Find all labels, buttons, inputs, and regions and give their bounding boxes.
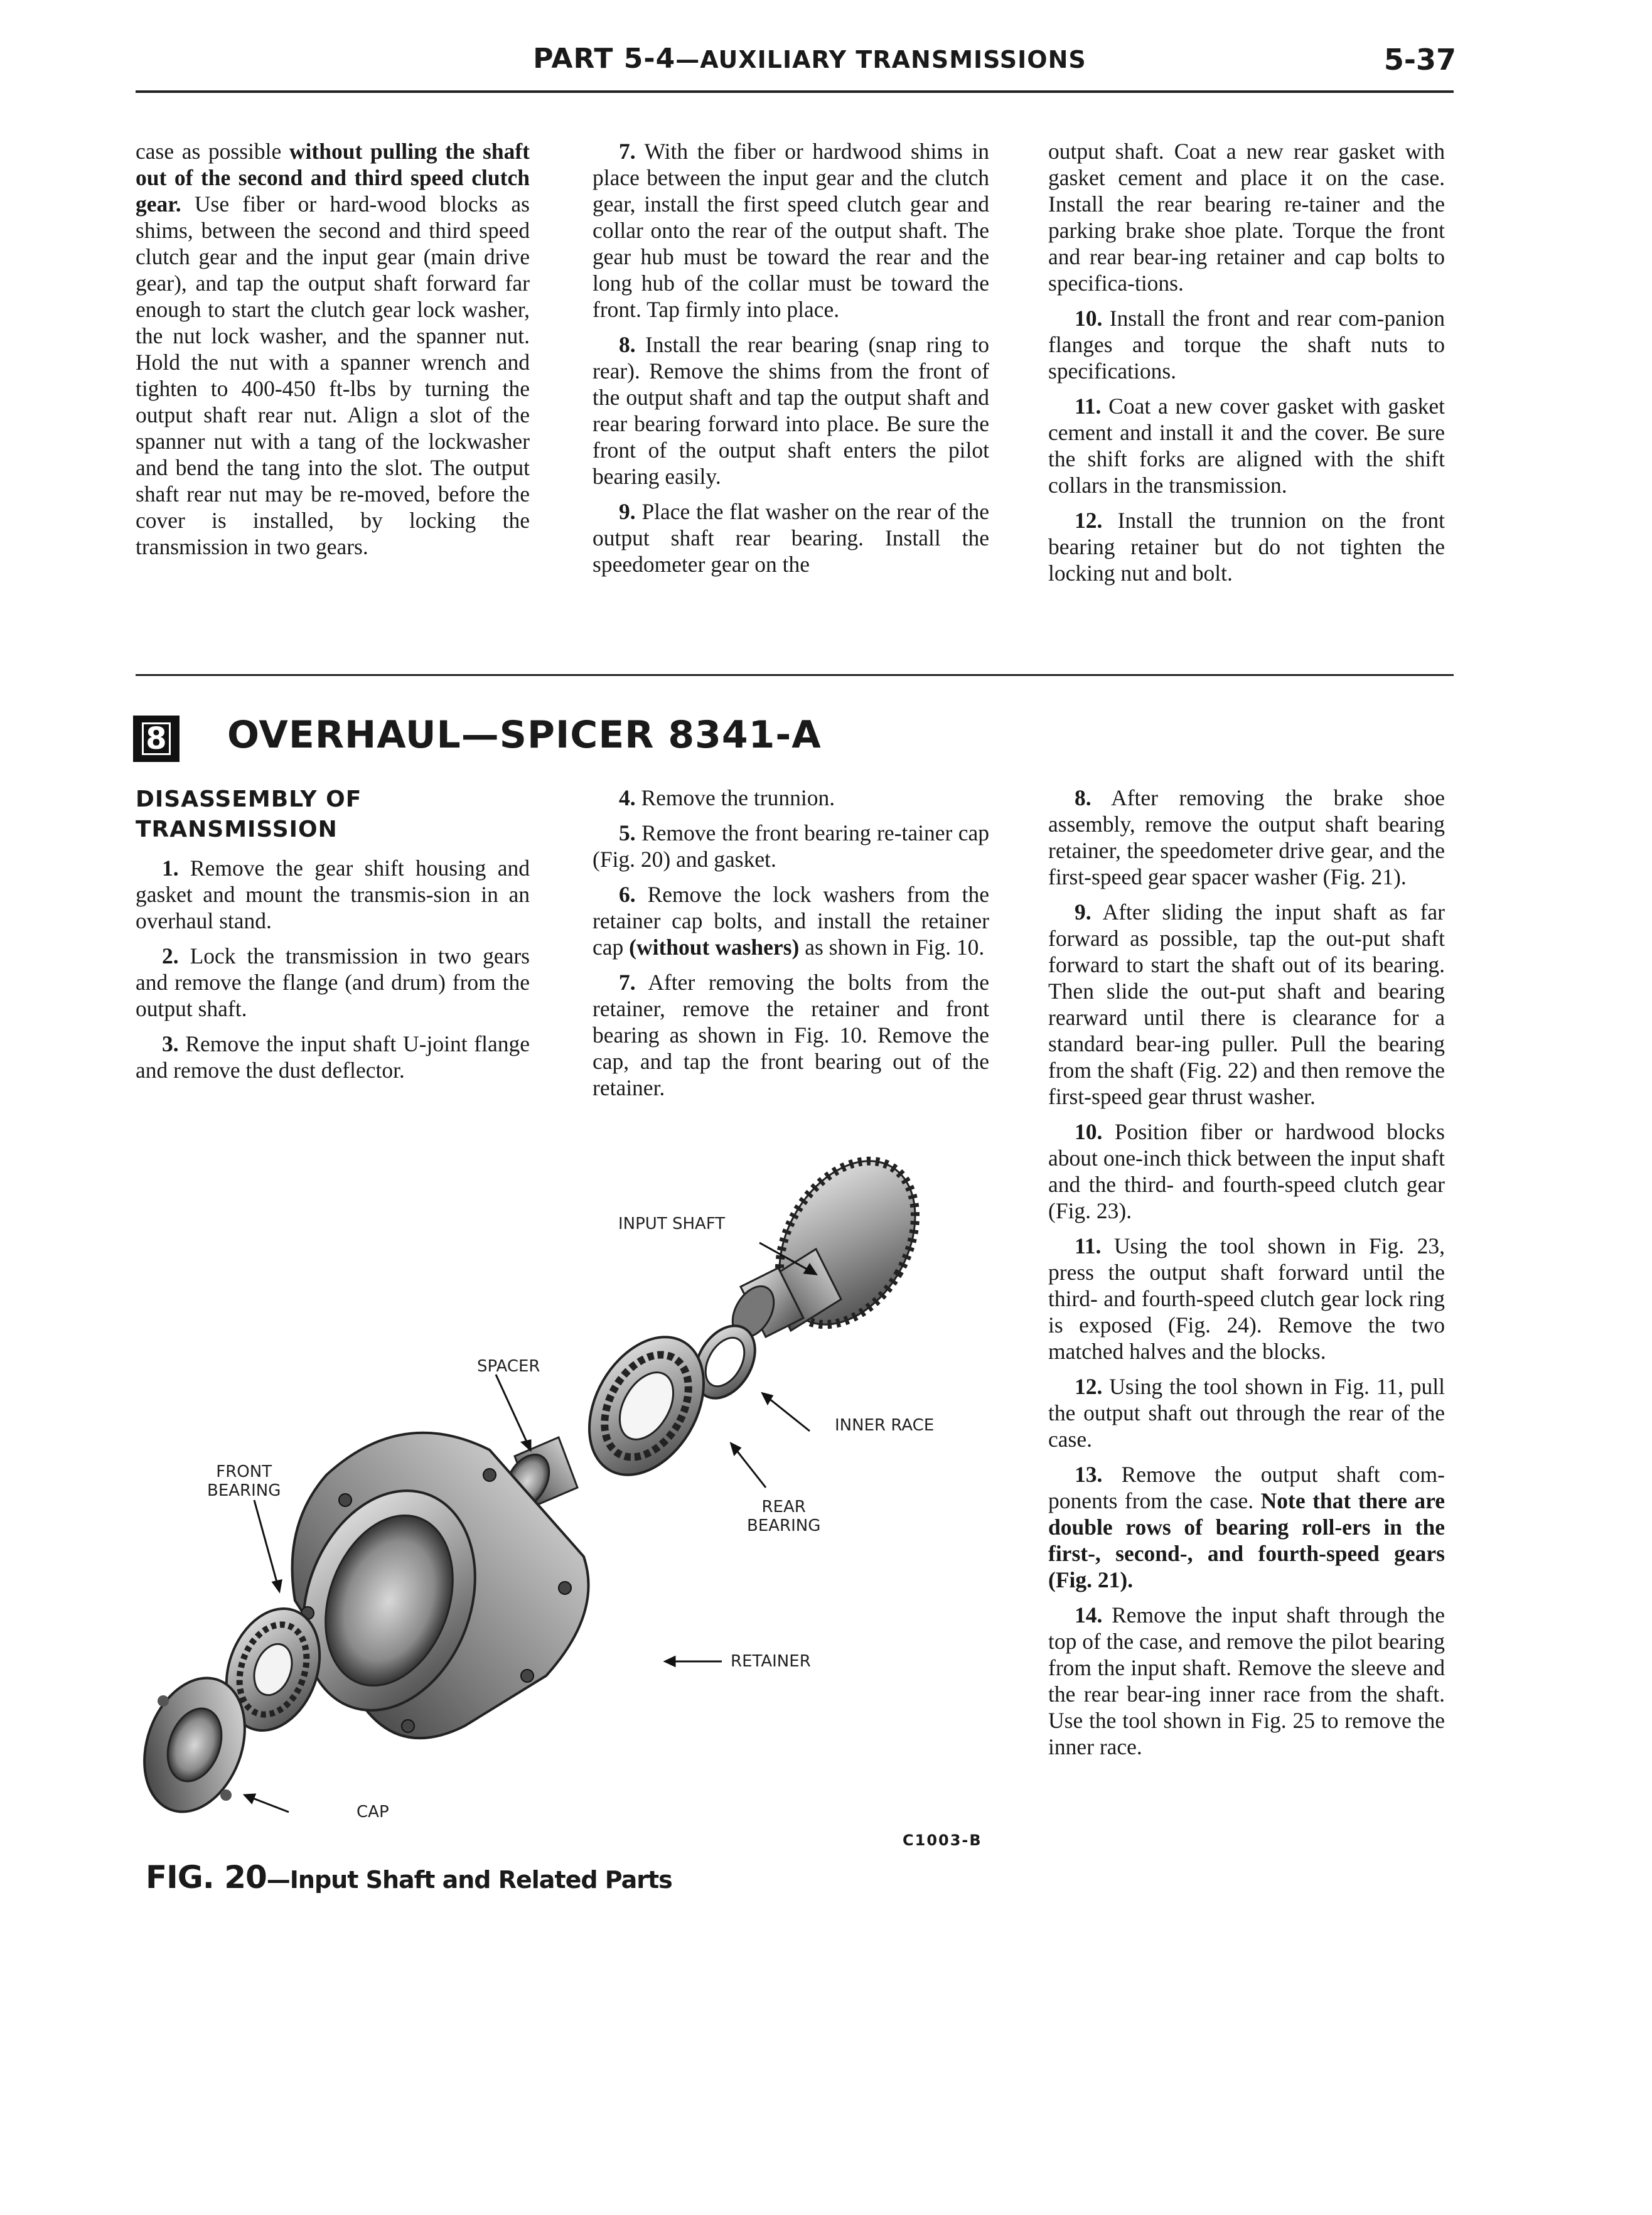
emphasized-text: (without washers)	[629, 935, 800, 960]
label-front-bearing-line-1: FRONT	[216, 1462, 272, 1481]
subsection-heading-line-2: TRANSMISSION	[136, 817, 338, 842]
figure-caption	[146, 1859, 672, 1896]
step-number: 11.	[1075, 394, 1102, 419]
paragraph-text: Lock the transmission in two gears and remove the flange (and drum) from the output shaft.	[136, 943, 530, 1021]
paragraph-text: Place the flat washer on the rear of the output shaft rear bearing. Install the speedometer gear on the	[593, 499, 989, 577]
section-badge	[133, 716, 180, 762]
paragraph-text: Remove the input shaft U-joint flange and remove the dust deflector.	[136, 1031, 530, 1083]
label-front-bearing	[207, 1462, 281, 1500]
paragraph-text: After removing the brake shoe assembly, remove the output shaft bearing retainer, the speedometer drive gear, and the first-speed gear spacer washer (Fig. 21).	[1048, 785, 1445, 889]
bottom-column-3	[1048, 785, 1445, 1769]
figure-caption-text: —Input Shaft and Related Parts	[266, 1866, 672, 1894]
part-subtitle: —AUXILIARY TRANSMISSIONS	[675, 46, 1086, 73]
paragraph-text: Use fiber or hard-wood blocks as shims, between the second and third speed clutch gear and the input gear (main drive gear), and tap the output shaft forward far enough to start the clutch gear lock washer, the nut lock washer, and the spanner nut. Hold the nut with a spanner wrench and tighten to 400-450 ft-lbs by turning the output shaft rear nut. Align a slot of the spanner nut with a tang of the lockwasher and bend the tang into the slot. The output shaft rear nut may be re-moved, before the cover is installed, by locking the transmission in two gears.	[136, 191, 530, 559]
label-input-shaft: INPUT SHAFT	[618, 1215, 726, 1233]
top-column-1	[136, 138, 530, 569]
subsection-heading-line-1: DISASSEMBLY OF	[136, 786, 362, 812]
paragraph-text: case as possible	[136, 139, 289, 164]
paragraph-text: Remove the gear shift housing and gasket and mount the transmis-sion in an overhaul stand.	[136, 855, 530, 933]
step-number: 7.	[619, 139, 636, 164]
page-number: 5-37	[1383, 43, 1456, 77]
input-shaft-gear-drawing	[724, 1137, 943, 1348]
paragraph	[593, 820, 989, 872]
step-number: 8.	[619, 332, 636, 357]
paragraph	[1048, 507, 1445, 586]
paragraph-text: as shown in Fig. 10.	[799, 935, 985, 960]
paragraph	[593, 969, 989, 1101]
step-number: 8.	[1075, 785, 1092, 810]
step-number: 1.	[162, 855, 179, 881]
paragraph-text: Remove the lock washers from the retainer cap bolts, and install the retainer cap	[593, 882, 989, 960]
step-number: 7.	[619, 970, 636, 995]
step-number: 12.	[1075, 1374, 1103, 1399]
paragraph-text: Remove the trunnion.	[635, 785, 835, 810]
paragraph	[1048, 138, 1445, 296]
label-cap: CAP	[357, 1803, 389, 1821]
step-number: 12.	[1075, 508, 1103, 533]
step-number: 4.	[619, 785, 636, 810]
section-rule	[136, 674, 1454, 676]
bottom-column-2	[593, 785, 989, 1110]
paragraph-text: Install the rear bearing (snap ring to rear). Remove the shims from the front of the output shaft and tap the output shaft and rear bearing forward into place. Be sure the front of the output shaft enters the pilot bearing easily.	[593, 332, 989, 489]
step-number: 9.	[1075, 899, 1092, 925]
rear-bearing-drawing	[566, 1317, 727, 1495]
paragraph-text: Install the front and rear com-panion flanges and torque the shaft nuts to specifications.	[1048, 306, 1445, 383]
step-number: 10.	[1075, 1119, 1103, 1144]
step-number: 10.	[1075, 306, 1103, 331]
label-front-bearing-line-2: BEARING	[207, 1481, 281, 1500]
step-number: 6.	[619, 882, 636, 907]
paragraph-text: With the fiber or hardwood shims in place between the input gear and the clutch gear, install the first speed clutch gear and collar onto the rear of the output shaft. The gear hub must be toward the rear and the long hub of the collar must be toward the front. Tap firmly into place.	[593, 139, 989, 322]
paragraph	[136, 855, 530, 934]
paragraph	[1048, 1461, 1445, 1593]
emphasized-text: Note that there are double rows of bearing roll-ers in the first-, second-, and fourth-speed gears (Fig. 21).	[1048, 1488, 1445, 1592]
top-column-3	[1048, 138, 1445, 595]
paragraph	[1048, 1602, 1445, 1760]
label-rear-bearing-line-2: BEARING	[747, 1516, 821, 1535]
paragraph-text: After removing the bolts from the retainer, remove the retainer and front bearing as shown in Fig. 10. Remove the cap, and tap the front bearing out of the retainer.	[593, 970, 989, 1100]
step-number: 14.	[1075, 1602, 1103, 1628]
paragraph	[593, 785, 989, 811]
step-number: 13.	[1075, 1462, 1103, 1487]
bottom-column-1-body	[136, 855, 530, 1083]
part-number: PART 5-4	[533, 43, 676, 75]
paragraph-text: Remove the input shaft through the top of the case, and remove the pilot bearing from the input shaft. Remove the sleeve and the rear bear-ing inner race from the shaft. Use the tool shown in Fig. 25 to remove the inner race.	[1048, 1602, 1445, 1759]
paragraph	[593, 331, 989, 490]
paragraph	[136, 1031, 530, 1083]
paragraph	[593, 138, 989, 323]
paragraph	[1048, 1373, 1445, 1452]
figure-code: C1003-B	[903, 1832, 982, 1849]
label-inner-race: INNER RACE	[835, 1416, 935, 1435]
emphasized-text: without pulling the shaft out of the second and third speed clutch gear.	[136, 139, 530, 217]
step-number: 5.	[619, 820, 636, 845]
label-rear-bearing-line-1: REAR	[761, 1498, 806, 1516]
paragraph-text: output shaft. Coat a new rear gasket with gasket cement and place it on the case. Install the rear bearing re-tainer and the parking brake shoe plate. Torque the front and rear bear-ing retainer and cap bolts to specifica-tions.	[1048, 139, 1445, 296]
section-title: OVERHAUL—SPICER 8341-A	[227, 713, 822, 757]
subsection-heading	[136, 785, 530, 845]
step-number: 3.	[162, 1031, 179, 1056]
paragraph-text: Remove the front bearing re-tainer cap (Fig. 20) and gasket.	[593, 820, 989, 872]
section-badge-number: 8	[142, 722, 171, 755]
step-number: 2.	[162, 943, 179, 968]
paragraph-text: Position fiber or hardwood blocks about one-inch thick between the input shaft and the third- and fourth-speed clutch gear (Fig. 23).	[1048, 1119, 1445, 1223]
paragraph-text: Install the trunnion on the front bearing retainer but do not tighten the locking nut and bolt.	[1048, 508, 1445, 586]
label-retainer: RETAINER	[731, 1652, 811, 1671]
paragraph	[1048, 785, 1445, 890]
running-header	[527, 43, 1092, 75]
header-rule	[136, 90, 1454, 93]
paragraph	[593, 881, 989, 960]
paragraph	[136, 943, 530, 1022]
paragraph	[593, 498, 989, 577]
paragraph-text: Using the tool shown in Fig. 23, press the output shaft forward until the third- and fourth-speed clutch gear lock ring is exposed (Fig. 24). Remove the two matched halves and the blocks.	[1048, 1233, 1445, 1364]
top-column-2	[593, 138, 989, 586]
paragraph	[1048, 899, 1445, 1110]
paragraph-text: Coat a new cover gasket with gasket cement and install it and the cover. Be sure the shift forks are aligned with the shift collars in the transmission.	[1048, 394, 1445, 498]
paragraph	[1048, 393, 1445, 498]
paragraph-text: Remove the output shaft com-ponents from the case.	[1048, 1462, 1445, 1513]
paragraph-text: Using the tool shown in Fig. 11, pull the output shaft out through the rear of the case.	[1048, 1374, 1445, 1452]
bottom-column-1	[136, 785, 530, 1092]
paragraph-text: After sliding the input shaft as far forward as possible, tap the out-put shaft forward to start the shaft out of its bearing. Then slide the out-put shaft and bearing rearward until there is clearance for a standard bear-ing puller. Pull the bearing from the shaft (Fig. 22) and then remove the first-speed gear thrust washer.	[1048, 899, 1445, 1109]
step-number: 11.	[1075, 1233, 1102, 1258]
step-number: 9.	[619, 499, 636, 524]
figure-caption-number: FIG. 20	[146, 1859, 267, 1896]
label-spacer: SPACER	[477, 1357, 540, 1376]
paragraph	[136, 138, 530, 560]
paragraph	[1048, 1233, 1445, 1365]
label-rear-bearing	[747, 1498, 820, 1535]
paragraph	[1048, 1118, 1445, 1224]
paragraph	[1048, 305, 1445, 384]
